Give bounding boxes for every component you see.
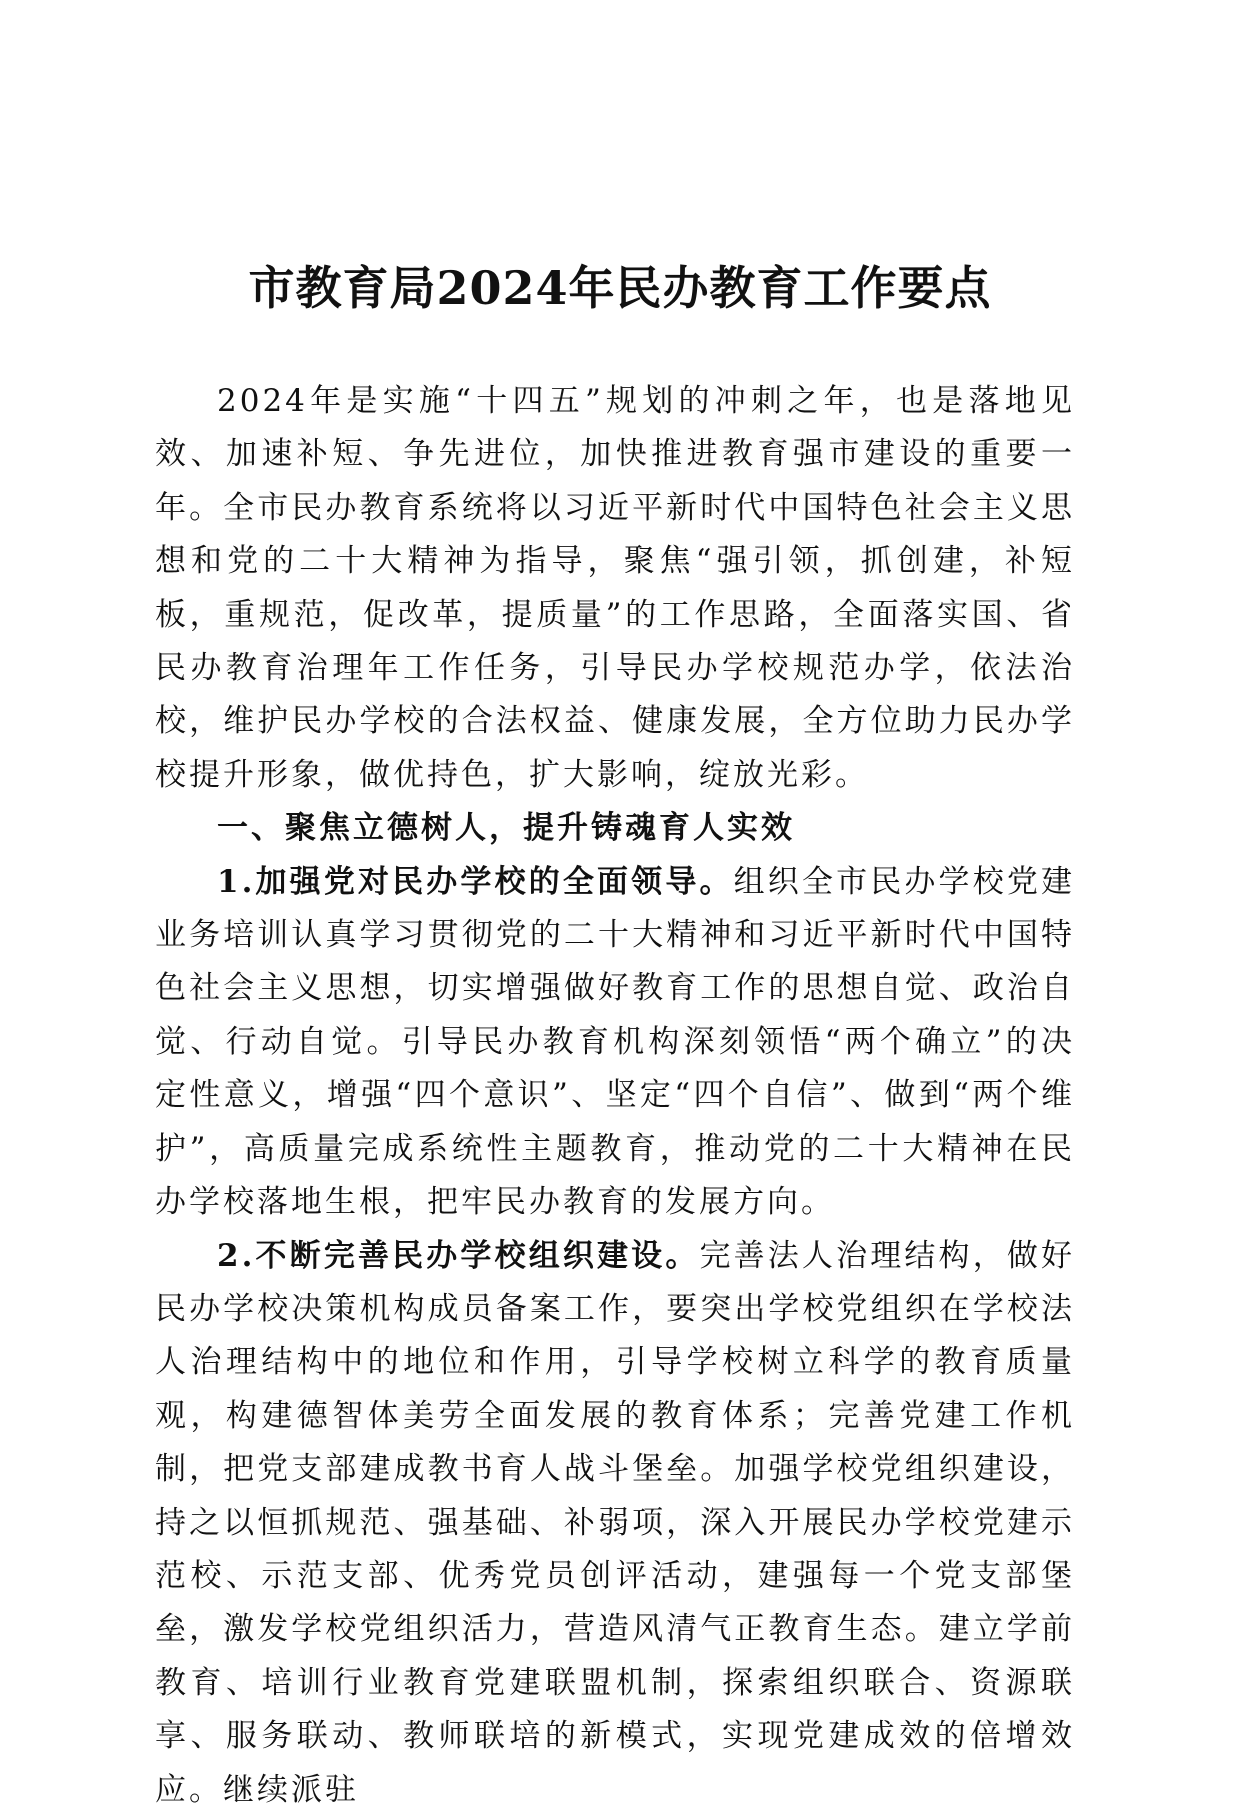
document-body [155,375,1075,1817]
item-2-paragraph [155,1230,1075,1817]
item-2-text: 完善法人治理结构，做好民办学校决策机构成员备案工作，要突出学校党组织在学校法人治理结构中的地位和作用，引导学校树立科学的教育质量观，构建德智体美劳全面发展的教育体系；完善党建工作机制，把党支部建成教书育人战斗堡垒。加强学校党组织建设，持之以恒抓规范、强基础、补弱项，深入开展民办学校党建示范校、示范支部、优秀党员创评活动，建强每一个党支部堡垒，激发学校党组织活力，营造风清气正教育生态。建立学前教育、培训行业教育党建联盟机制，探索组织联合、资源联享、服务联动、教师联培的新模式，实现党建成效的倍增效应。继续派驻 [155,1237,1075,1808]
section-heading: 一、聚焦立德树人，提升铸魂育人实效 [217,810,795,847]
item-1-paragraph [155,856,1075,1230]
item-2-lead: 2.不断完善民办学校组织建设。 [217,1237,700,1274]
document-title: 市教育局2024年民办教育工作要点 [248,261,992,315]
item-1-text: 组织全市民办学校党建业务培训认真学习贯彻党的二十大精神和习近平新时代中国特色社会主义思想，切实增强做好教育工作的思想自觉、政治自觉、行动自觉。引导民办教育机构深刻领悟“两个确立”的决定性意义，增强“四个意识”、坚定“四个自信”、做到“两个维护”，高质量完成系统性主题教育，推动党的二十大精神在民办学校落地生根，把牢民办教育的发展方向。 [155,863,1075,1221]
intro-paragraph: 2024年是实施“十四五”规划的冲刺之年，也是落地见效、加速补短、争先进位，加快推进教育强市建设的重要一年。全市民办教育系统将以习近平新时代中国特色社会主义思想和党的二十大精神为指导，聚焦“强引领，抓创建，补短板，重规范，促改革，提质量”的工作思路，全面落实国、省民办教育治理年工作任务，引导民办学校规范办学，依法治校，维护民办学校的合法权益、健康发展，全方位助力民办学校提升形象，做优持色，扩大影响，绽放光彩。 [155,383,1075,793]
item-1-lead: 1.加强党对民办学校的全面领导。 [217,863,734,900]
